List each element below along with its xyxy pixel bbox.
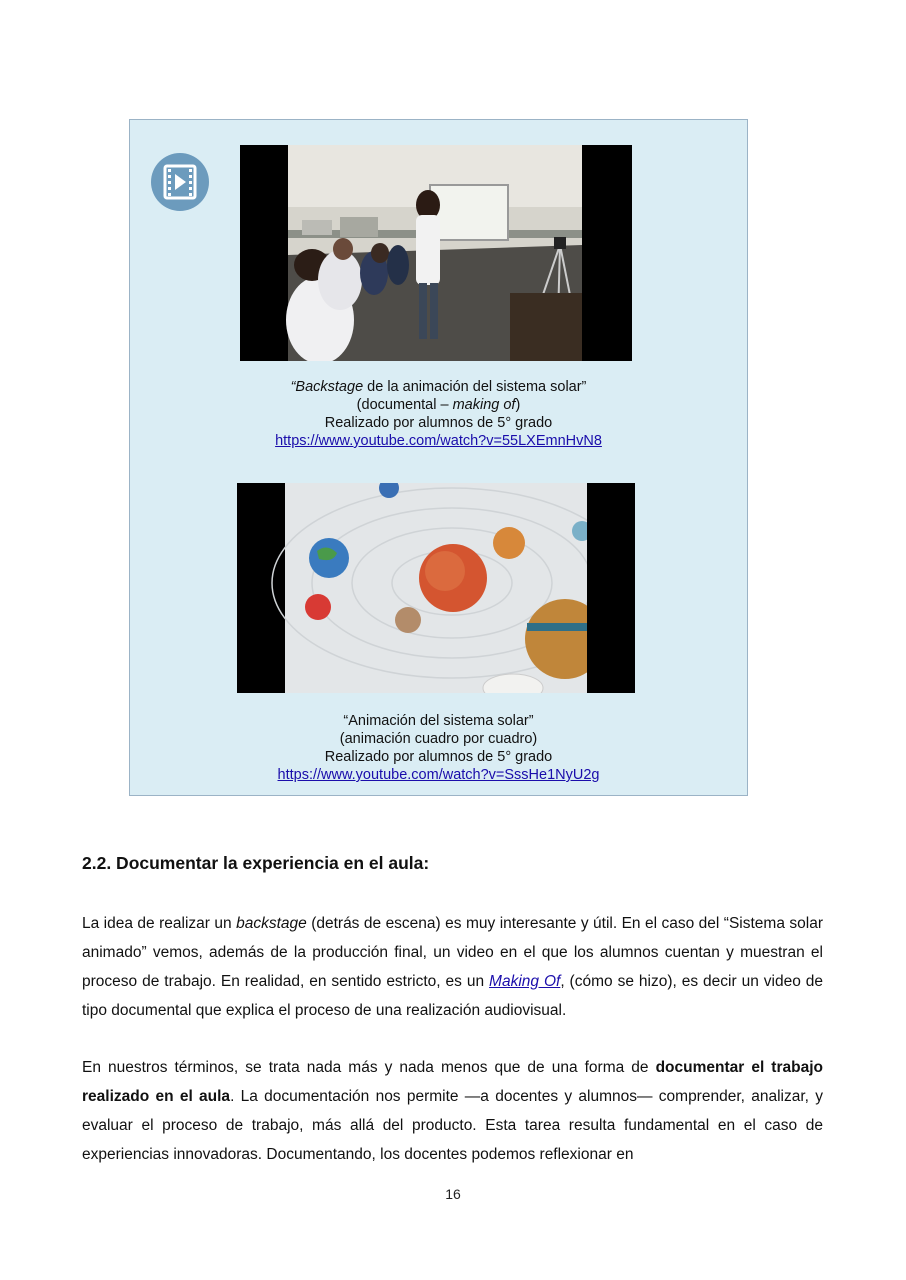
solar-system-video-thumbnail[interactable] [237, 483, 635, 693]
caption-title: “Backstage de la animación del sistema solar” [290, 379, 587, 395]
caption-credit: Realizado por alumnos de 5° grado [324, 415, 553, 431]
solar-system-video-link[interactable]: https://www.youtube.com/watch?v=SssHe1NyU2g [277, 767, 600, 783]
caption-credit: Realizado por alumnos de 5° grado [324, 749, 553, 765]
backstage-video-caption [130, 378, 747, 450]
caption-subtitle: (documental – making of) [356, 397, 521, 413]
backstage-video-thumbnail[interactable] [240, 145, 632, 361]
solar-system-video-caption [130, 712, 747, 784]
caption-title: “Animación del sistema solar” [343, 713, 534, 729]
body-paragraph-1: La idea de realizar un backstage (detrás de escena) es muy interesante y útil. En el caso del “Sistema solar animado” vemos, además de la producción final, un video en el que los alumnos cuentan y muestran el proceso de trabajo. En realidad, en sentido estricto, es un Making Of, (cómo se hizo), es decir un video de tipo documental que explica el proceso de una realización audiovisual. [82, 915, 823, 1019]
caption-subtitle: (animación cuadro por cuadro) [339, 731, 538, 747]
page-number: 16 [445, 1186, 461, 1202]
section-heading: 2.2. Documentar la experiencia en el aula: [82, 853, 430, 873]
backstage-video-link[interactable]: https://www.youtube.com/watch?v=55LXEmnHvN8 [275, 433, 602, 449]
making-of-link[interactable]: Making Of [489, 973, 561, 990]
video-play-icon [150, 152, 210, 212]
video-resource-box [129, 119, 748, 796]
body-paragraph-2: En nuestros términos, se trata nada más y nada menos que de una forma de documentar el trabajo realizado en el aula. La documentación nos permite —a docentes y alumnos— comprender, analizar, y evaluar el proceso de trabajo, más allá del producto. Esta tarea resulta fundamental en el caso de experiencias innovadoras. Documentando, los docentes podemos reflexionar en [82, 1059, 823, 1163]
